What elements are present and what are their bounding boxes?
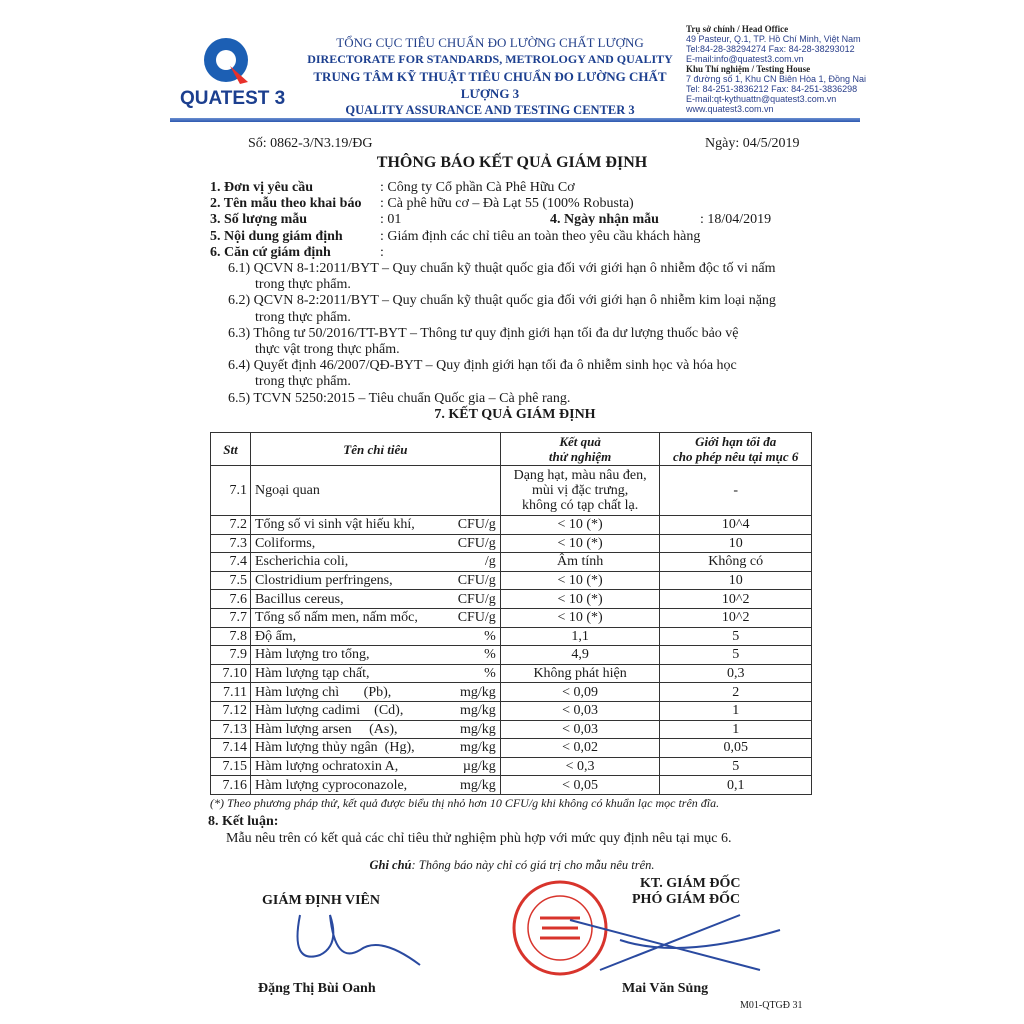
limit-cell: 1 — [660, 701, 812, 720]
table-row — [211, 590, 812, 609]
table-row — [211, 516, 812, 535]
result-cell: Âm tính — [500, 553, 660, 572]
limit-cell: - — [660, 466, 812, 516]
field-label: 2. Tên mẫu theo khai báo — [210, 196, 362, 212]
basis-line: 6.2) QCVN 8-2:2011/BYT – Quy chuẩn kỹ thuật quốc gia đối với giới hạn ô nhiễm kim loại nặng — [228, 293, 776, 309]
column-header: Giới hạn tối đa cho phép nêu tại mục 6 — [660, 433, 812, 466]
org-header — [300, 34, 680, 119]
parameter-unit: CFU/g — [457, 535, 496, 551]
parameter-unit: CFU/g — [457, 610, 496, 626]
row-number: 7.6 — [211, 590, 251, 609]
parameter-cell — [250, 553, 500, 572]
result-cell: < 0,05 — [500, 776, 660, 795]
row-number: 7.16 — [211, 776, 251, 795]
contact-line: 49 Pasteur, Q.1, TP. Hồ Chí Minh, Việt Nam — [686, 34, 861, 44]
limit-cell: 10 — [660, 571, 812, 590]
contact-line: Khu Thí nghiệm / Testing House — [686, 64, 811, 74]
field-value: : 18/04/2019 — [700, 212, 772, 228]
document-body — [210, 180, 820, 423]
basis-item — [228, 293, 820, 325]
parameter-name: Ngoại quan — [254, 483, 320, 498]
inspector-name: Đặng Thị Bùi Oanh — [258, 981, 376, 996]
result-cell: Không phát hiện — [500, 664, 660, 683]
header-divider — [170, 118, 860, 122]
parameter-cell — [250, 701, 500, 720]
result-cell: 4,9 — [500, 646, 660, 665]
table-row — [211, 757, 812, 776]
conclusion — [208, 813, 820, 847]
parameter-cell — [250, 720, 500, 739]
parameter-cell — [250, 757, 500, 776]
result-cell: < 10 (*) — [500, 590, 660, 609]
table-row — [211, 534, 812, 553]
row-number: 7.7 — [211, 608, 251, 627]
row-number: 7.4 — [211, 553, 251, 572]
document-number: Số: 0862-3/N3.19/ĐG — [248, 136, 373, 151]
field-label: 3. Số lượng mẫu — [210, 212, 308, 228]
result-cell: < 0,02 — [500, 739, 660, 758]
row-number: 7.3 — [211, 534, 251, 553]
footnote: (*) Theo phương pháp thử, kết quả được biểu thị nhỏ hơn 10 CFU/g khi không có khuẩn lạc mọc trên đĩa. — [210, 795, 720, 810]
parameter-cell — [250, 571, 500, 590]
field-row — [210, 229, 820, 245]
table-header — [211, 433, 812, 466]
table-row — [211, 739, 812, 758]
director-title: KT. GIÁM ĐỐC — [640, 876, 741, 891]
note-label: Ghi chú — [369, 858, 412, 872]
parameter-unit: CFU/g — [457, 591, 496, 607]
column-header: Stt — [211, 433, 251, 466]
table-row — [211, 701, 812, 720]
limit-cell: 5 — [660, 627, 812, 646]
contact-line: www.quatest3.com.vn — [686, 104, 774, 114]
basis-line: 6.4) Quyết định 46/2007/QĐ-BYT – Quy định giới hạn tối đa ô nhiễm sinh học và hóa học — [228, 358, 737, 374]
parameter-cell — [250, 683, 500, 702]
limit-cell: 1 — [660, 720, 812, 739]
deputy-director-title: PHÓ GIÁM ĐỐC — [632, 892, 741, 907]
note — [0, 858, 1024, 873]
parameter-cell — [250, 590, 500, 609]
result-cell: Dạng hạt, màu nâu đen, mùi vị đặc trưng, không có tạp chất lạ. — [500, 466, 660, 516]
table-row — [211, 720, 812, 739]
contact-line: Tel: 84-251-3836212 Fax: 84-251-3836298 — [686, 84, 858, 94]
parameter-name: Tổng số nấm men, nấm mốc, — [254, 610, 418, 626]
basis-line: 6.3) Thông tư 50/2016/TT-BYT – Thông tư quy định giới hạn tối đa dư lượng thuốc bảo vệ — [228, 325, 739, 341]
result-cell: < 0,3 — [500, 757, 660, 776]
limit-cell: 0,1 — [660, 776, 812, 795]
field-value: : 01 — [380, 212, 402, 228]
table-row — [211, 553, 812, 572]
limit-cell: 10^2 — [660, 608, 812, 627]
limit-cell: 5 — [660, 757, 812, 776]
basis-line: trong thực phẩm. — [255, 309, 351, 325]
parameter-cell — [250, 664, 500, 683]
basis-line: thực vật trong thực phẩm. — [255, 342, 400, 358]
row-number: 7.13 — [211, 720, 251, 739]
field-value: : Cà phê hữu cơ – Đà Lạt 55 (100% Robusta) — [380, 196, 634, 212]
parameter-unit: % — [484, 666, 496, 682]
limit-cell: 2 — [660, 683, 812, 702]
table-row — [211, 646, 812, 665]
field-value: : Giám định các chỉ tiêu an toàn theo yêu cầu khách hàng — [380, 228, 701, 244]
row-number: 7.14 — [211, 739, 251, 758]
director-signature — [560, 910, 790, 978]
column-header: Kết quả thử nghiệm — [500, 433, 660, 466]
conclusion-title: 8. Kết luận: — [208, 813, 279, 829]
parameter-name: Độ ẩm, — [254, 628, 297, 644]
org-line-4: QUALITY ASSURANCE AND TESTING CENTER 3 — [345, 103, 635, 117]
basis-item — [228, 358, 820, 390]
parameter-name: Hàm lượng cadimi (Cd), — [254, 703, 404, 719]
row-number: 7.10 — [211, 664, 251, 683]
limit-cell: 10^2 — [660, 590, 812, 609]
row-number: 7.12 — [211, 701, 251, 720]
result-cell: < 0,03 — [500, 720, 660, 739]
limit-cell: 5 — [660, 646, 812, 665]
contact-block — [686, 24, 866, 114]
parameter-name: Escherichia coli, — [254, 554, 349, 570]
parameter-name: Hàm lượng tạp chất, — [254, 666, 370, 682]
contact-line: E-mail:qt-kythuattn@quatest3.com.vn — [686, 94, 837, 104]
parameter-unit: CFU/g — [457, 517, 496, 533]
field-value: : Công ty Cổ phần Cà Phê Hữu Cơ — [380, 180, 575, 195]
parameter-name: Hàm lượng chì (Pb), — [254, 684, 392, 700]
field-label: 4. Ngày nhận mẫu — [550, 212, 659, 228]
row-number: 7.9 — [211, 646, 251, 665]
result-cell: < 0,09 — [500, 683, 660, 702]
result-cell: 1,1 — [500, 627, 660, 646]
limit-cell: 0,3 — [660, 664, 812, 683]
row-number: 7.1 — [211, 466, 251, 516]
parameter-name: Coliforms, — [254, 535, 316, 551]
document-title: THÔNG BÁO KẾT QUẢ GIÁM ĐỊNH — [376, 154, 648, 171]
field-label: 5. Nội dung giám định — [210, 228, 343, 244]
table-row — [211, 776, 812, 795]
parameter-name: Bacillus cereus, — [254, 591, 344, 607]
parameter-cell — [250, 534, 500, 553]
field-row — [210, 180, 820, 196]
contact-line: Trụ sở chính / Head Office — [686, 24, 789, 34]
table-row — [211, 664, 812, 683]
field-row — [210, 212, 820, 228]
basis-line: trong thực phẩm. — [255, 374, 351, 390]
contact-line: 7 đường số 1, Khu CN Biên Hòa 1, Đồng Nai — [686, 74, 867, 84]
org-line-3: TRUNG TÂM KỸ THUẬT TIÊU CHUẨN ĐO LƯỜNG CHẤT LƯỢNG 3 — [313, 69, 667, 101]
org-line-2: DIRECTORATE FOR STANDARDS, METROLOGY AND QUALITY — [307, 52, 673, 66]
parameter-unit: µg/kg — [462, 759, 496, 775]
parameter-unit: mg/kg — [460, 721, 496, 737]
org-line-1: TỔNG CỤC TIÊU CHUẨN ĐO LƯỜNG CHẤT LƯỢNG — [336, 35, 644, 50]
field-row — [210, 196, 820, 212]
table-row — [211, 466, 812, 516]
parameter-name: Hàm lượng thủy ngân (Hg), — [254, 740, 415, 756]
result-cell: < 10 (*) — [500, 516, 660, 535]
row-number: 7.11 — [211, 683, 251, 702]
basis-line: 6.1) QCVN 8-1:2011/BYT – Quy chuẩn kỹ thuật quốc gia đối với giới hạn ô nhiễm độc tố vi nấm — [228, 261, 776, 277]
parameter-name: Hàm lượng ochratoxin A, — [254, 759, 399, 775]
parameter-unit: mg/kg — [460, 740, 496, 756]
basis-item — [228, 326, 820, 358]
parameter-unit: % — [484, 647, 496, 663]
parameter-unit: CFU/g — [457, 573, 496, 589]
parameter-cell — [250, 608, 500, 627]
director-name: Mai Văn Sủng — [622, 981, 709, 996]
result-cell: < 0,03 — [500, 701, 660, 720]
parameter-name: Hàm lượng cyproconazole, — [254, 777, 408, 793]
row-number: 7.2 — [211, 516, 251, 535]
parameter-name: Hàm lượng tro tổng, — [254, 647, 370, 663]
field-row — [210, 245, 820, 261]
conclusion-text: Mẫu nêu trên có kết quả các chỉ tiêu thử nghiệm phù hợp với mức quy định nêu tại mục 6. — [226, 830, 732, 846]
quatest3-logo — [178, 30, 298, 110]
parameter-cell — [250, 646, 500, 665]
parameter-unit: mg/kg — [460, 703, 496, 719]
inspector-signature — [280, 910, 430, 978]
column-header: Tên chỉ tiêu — [250, 433, 500, 466]
inspector-title: GIÁM ĐỊNH VIÊN — [262, 893, 380, 908]
parameter-cell — [250, 466, 500, 516]
limit-cell: 10 — [660, 534, 812, 553]
contact-line: Tel:84-28-38294274 Fax: 84-28-38293012 — [686, 44, 855, 54]
table-row — [211, 571, 812, 590]
contact-line: E-mail:info@quatest3.com.vn — [686, 54, 804, 64]
parameter-unit: mg/kg — [460, 684, 496, 700]
basis-line: trong thực phẩm. — [255, 277, 351, 293]
parameter-cell — [250, 739, 500, 758]
field-label: 6. Căn cứ giám định — [210, 244, 331, 260]
svg-text:QUATEST 3: QUATEST 3 — [180, 88, 286, 109]
parameter-cell — [250, 776, 500, 795]
parameter-unit: mg/kg — [460, 777, 496, 793]
results-section — [210, 432, 820, 847]
parameter-cell — [250, 627, 500, 646]
note-text: : Thông báo này chỉ có giá trị cho mẫu nêu trên. — [411, 858, 655, 872]
field-label: 1. Đơn vị yêu cầu — [210, 180, 314, 195]
parameter-name: Tổng số vi sinh vật hiếu khí, — [254, 517, 415, 533]
parameter-unit: /g — [484, 554, 496, 570]
row-number: 7.8 — [211, 627, 251, 646]
field-value: : — [380, 244, 384, 260]
table-row — [211, 608, 812, 627]
row-number: 7.5 — [211, 571, 251, 590]
limit-cell: 10^4 — [660, 516, 812, 535]
basis-item — [228, 391, 820, 407]
table-row — [211, 683, 812, 702]
row-number: 7.15 — [211, 757, 251, 776]
result-cell: < 10 (*) — [500, 534, 660, 553]
result-cell: < 10 (*) — [500, 571, 660, 590]
parameter-cell — [250, 516, 500, 535]
results-table — [210, 432, 812, 795]
limit-cell: 0,05 — [660, 739, 812, 758]
basis-item — [228, 261, 820, 293]
basis-line: 6.5) TCVN 5250:2015 – Tiêu chuẩn Quốc gia – Cà phê rang. — [228, 390, 571, 406]
table-row — [211, 627, 812, 646]
parameter-unit: % — [484, 628, 496, 644]
parameter-name: Hàm lượng arsen (As), — [254, 721, 398, 737]
parameter-name: Clostridium perfringens, — [254, 573, 393, 589]
document-date: Ngày: 04/5/2019 — [705, 136, 800, 151]
results-title: 7. KẾT QUẢ GIÁM ĐỊNH — [434, 406, 596, 422]
form-code: M01-QTGĐ 31 — [740, 1000, 803, 1011]
result-cell: < 10 (*) — [500, 608, 660, 627]
limit-cell: Không có — [660, 553, 812, 572]
